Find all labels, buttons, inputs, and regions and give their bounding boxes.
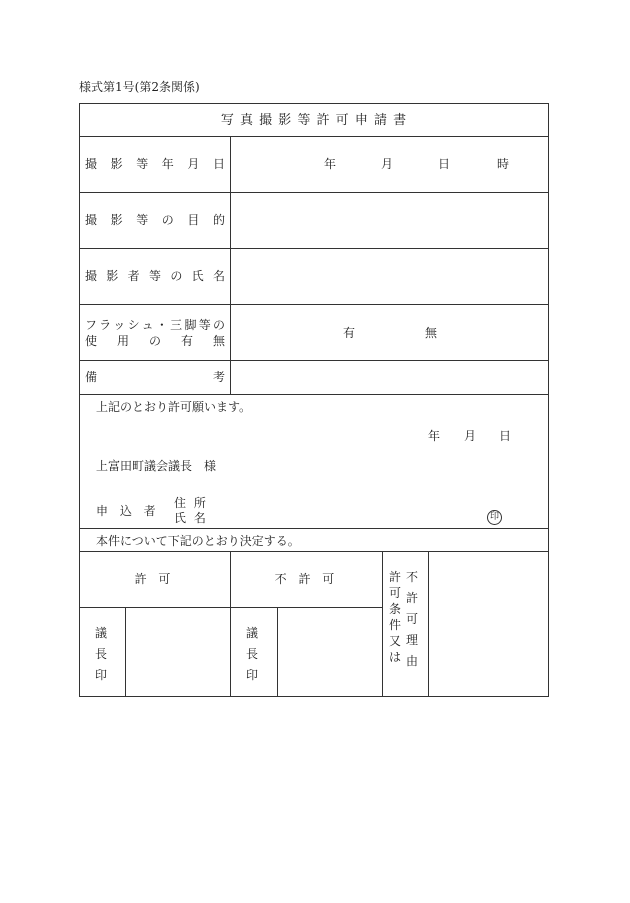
applicant-label: 申 込 者 (96, 504, 160, 518)
divider (79, 528, 549, 529)
divider (382, 551, 383, 697)
permit-conditions-label: 許 可 条 件 又 は (389, 570, 402, 664)
flash-label-line2: 使 用 の 有 無 (85, 334, 225, 348)
deny-seal-field[interactable] (278, 608, 382, 697)
photographer-name-field[interactable] (231, 249, 548, 304)
datetime-label: 撮 影 等 年 月 日 (85, 157, 225, 171)
flash-label-line1: フラッシュ・三脚等の (85, 318, 225, 332)
request-text: 上記のとおり許可願います。 (96, 400, 252, 414)
purpose-label: 撮 影 等 の 目 的 (85, 213, 225, 227)
remarks-label-right: 考 (213, 370, 226, 384)
addressee: 上富田町議会議長 様 (96, 459, 217, 473)
deny-header: 不 許 可 (274, 572, 339, 586)
name-label: 氏 名 (174, 511, 208, 525)
divider (79, 304, 549, 305)
month-unit: 月 (381, 157, 394, 171)
address-label: 住 所 (174, 496, 208, 510)
flash-no-option[interactable]: 無 (425, 326, 438, 340)
permit-chair-seal-label: 議 長 印 (95, 626, 108, 682)
purpose-field[interactable] (231, 193, 548, 248)
divider (79, 394, 549, 395)
deny-chair-seal-label: 議 長 印 (246, 626, 259, 682)
permit-seal-field[interactable] (126, 608, 230, 697)
decision-text: 本件について下記のとおり決定する。 (96, 534, 300, 548)
remarks-label-left: 備 (85, 370, 98, 384)
application-month-unit: 月 (464, 429, 477, 443)
deny-reason-label: 不 許 可 理 由 (406, 570, 419, 668)
conditions-reason-field[interactable] (429, 552, 548, 697)
form-title: 写 真 撮 影 等 許 可 申 請 書 (220, 113, 408, 128)
permit-header: 許 可 (134, 572, 175, 586)
year-unit: 年 (324, 157, 337, 171)
flash-yes-option[interactable]: 有 (343, 326, 356, 340)
application-day-unit: 日 (499, 429, 512, 443)
seal-mark: 印 (487, 510, 502, 525)
day-unit: 日 (438, 157, 451, 171)
remarks-field[interactable] (231, 361, 548, 394)
photographer-label: 撮 影 者 等 の 氏 名 (85, 269, 225, 283)
divider (79, 136, 549, 137)
hour-unit: 時 (497, 157, 510, 171)
form-number: 様式第1号(第2条関係) (79, 80, 200, 94)
application-year-unit: 年 (428, 429, 441, 443)
